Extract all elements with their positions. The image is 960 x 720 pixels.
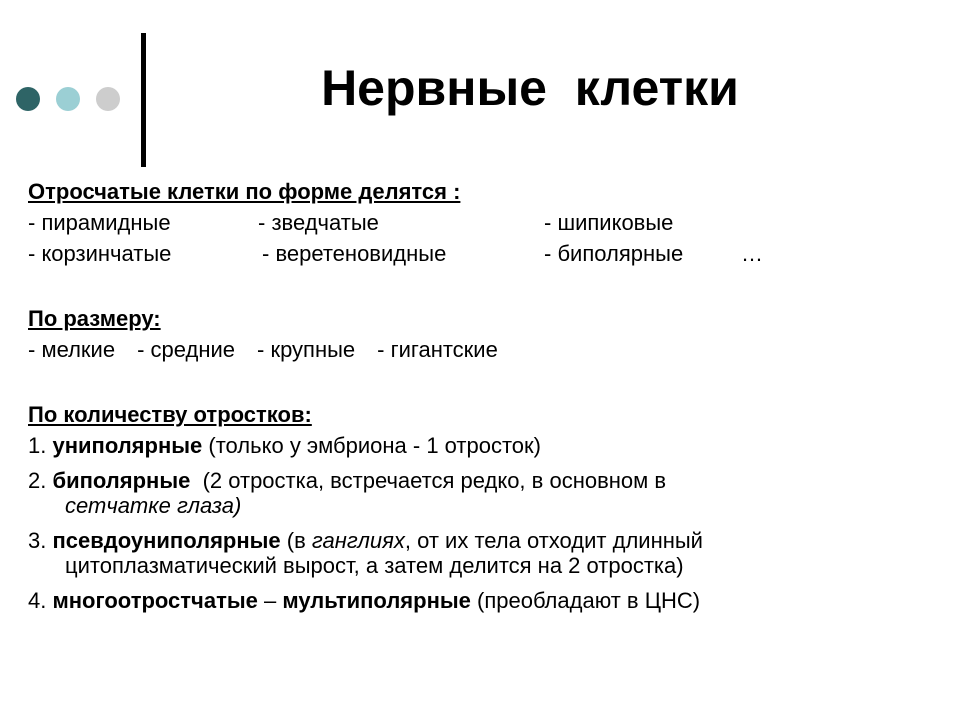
shape-row-1	[28, 207, 928, 238]
size-item: - средние	[137, 337, 235, 362]
size-heading: По размеру:	[28, 306, 161, 331]
shape-item: - шипиковые	[544, 210, 674, 235]
process-item-4: 4. многоотростчатые – мультиполярные (преобладают в ЦНС)	[28, 588, 701, 613]
shape-item: - зведчатые	[258, 210, 379, 235]
decorative-dot-light	[96, 87, 120, 111]
decorative-dot-mid	[56, 87, 80, 111]
size-item: - крупные	[257, 337, 356, 362]
process-item-2: 2. биполярные (2 отростка, встречается редко, в основном в сетчатке глаза)	[28, 468, 667, 518]
shape-ellipsis: …	[741, 241, 763, 266]
size-row	[28, 334, 928, 365]
process-heading: По количеству отростков:	[28, 402, 312, 427]
shape-heading: Отросчатые клетки по форме делятся :	[28, 179, 461, 204]
shape-item: - корзинчатые	[28, 241, 172, 266]
size-item: - мелкие	[28, 337, 116, 362]
shape-item: - веретеновидные	[262, 241, 447, 266]
slide-body	[28, 176, 928, 616]
slide-title: Нервные клетки	[321, 60, 739, 116]
process-item-3: 3. псевдоуниполярные (в ганглиях, от их тела отходит длинный цитоплазматический вырост, а затем делится на 2 отростка)	[28, 528, 703, 578]
shape-item: - пирамидные	[28, 210, 171, 235]
shape-row-2	[28, 238, 928, 269]
process-item-1: 1. униполярные (только у эмбриона - 1 отросток)	[28, 433, 541, 458]
decorative-dot-dark	[16, 87, 40, 111]
shape-item: - биполярные	[544, 241, 684, 266]
title-divider-line	[141, 33, 146, 167]
size-item: - гигантские	[377, 337, 498, 362]
